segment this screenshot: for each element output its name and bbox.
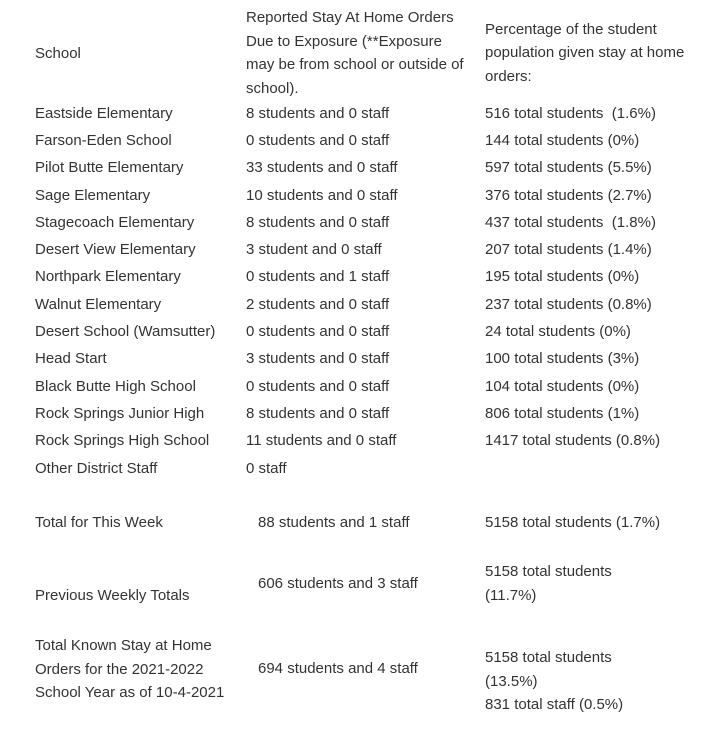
- table-row: [26, 264, 694, 291]
- year-total-percentage-line1: 5158 total students: [485, 649, 612, 667]
- reported-count: 8 students and 0 staff: [246, 404, 390, 422]
- reported-count: 10 students and 0 staff: [246, 186, 398, 204]
- percentage-value: 1417 total students (0.8%): [485, 432, 661, 450]
- percentage-value: 144 total students (0%): [485, 131, 640, 149]
- school-name: Rock Springs Junior High: [35, 404, 205, 422]
- header-reported: Reported Stay At Home Orders Due to Exposure (**Exposure may be from school or outside of school).: [246, 9, 464, 97]
- previous-totals-percentage: [476, 560, 694, 607]
- reported-count: 0 students and 0 staff: [246, 323, 390, 341]
- year-total-percentage-line3: 831 total staff (0.5%): [485, 696, 624, 714]
- year-total-reported: 694 students and 4 staff: [258, 660, 418, 678]
- header-percentage: Percentage of the student population given stay at home orders:: [485, 20, 685, 85]
- year-total-label-line1: Total Known Stay at Home: [35, 637, 212, 655]
- percentage-value: 597 total students (5.5%): [485, 159, 652, 177]
- spacer-row: [26, 482, 694, 509]
- table-row: [26, 127, 694, 154]
- reported-count: 2 students and 0 staff: [246, 295, 390, 313]
- table-row: [26, 455, 694, 482]
- reported-count: 0 students and 0 staff: [246, 131, 390, 149]
- total-this-week-reported: 88 students and 1 staff: [258, 513, 410, 531]
- percentage-value: 437 total students (1.8%): [485, 213, 656, 231]
- percentage-value: 376 total students (2.7%): [485, 186, 652, 204]
- reported-count: 0 staff: [246, 459, 287, 477]
- spacer-row: [26, 536, 694, 560]
- percentage-value: [476, 455, 694, 482]
- table-row: [26, 373, 694, 400]
- table-row: [26, 346, 694, 373]
- table-row: [26, 428, 694, 455]
- reported-count: 0 students and 1 staff: [246, 268, 390, 286]
- percentage-value: 195 total students (0%): [485, 268, 640, 286]
- school-name: Sage Elementary: [35, 186, 151, 204]
- school-name: Stagecoach Elementary: [35, 213, 195, 231]
- spacer-row: [26, 607, 694, 634]
- header-school: School: [35, 44, 81, 62]
- reported-count: 0 students and 0 staff: [246, 377, 390, 395]
- previous-totals-reported: 606 students and 3 staff: [258, 575, 418, 593]
- stay-at-home-orders-table: [26, 6, 694, 717]
- school-name: Walnut Elementary: [35, 295, 162, 313]
- table-row: [26, 100, 694, 127]
- school-name: Black Butte High School: [35, 377, 196, 395]
- previous-totals-percentage-line1: 5158 total students: [485, 563, 612, 581]
- year-total-row: [26, 634, 694, 717]
- reported-count: 33 students and 0 staff: [246, 159, 398, 177]
- percentage-value: 237 total students (0.8%): [485, 295, 652, 313]
- percentage-value: 100 total students (3%): [485, 350, 640, 368]
- year-total-label-line2: Orders for the 2021-2022: [35, 660, 204, 678]
- school-name: Pilot Butte Elementary: [35, 159, 184, 177]
- total-this-week-percentage: 5158 total students (1.7%): [485, 513, 661, 531]
- header-row: [26, 6, 694, 100]
- percentage-value: 516 total students (1.6%): [485, 104, 656, 122]
- school-name: Head Start: [35, 350, 107, 368]
- table-row: [26, 209, 694, 236]
- year-total-percentage-line2: (13.5%): [485, 672, 538, 690]
- reported-count: 3 student and 0 staff: [246, 241, 382, 259]
- school-name: Eastside Elementary: [35, 104, 173, 122]
- school-name: Northpark Elementary: [35, 268, 181, 286]
- previous-totals-label: Previous Weekly Totals: [35, 586, 190, 604]
- reported-count: 3 students and 0 staff: [246, 350, 390, 368]
- school-name: Farson-Eden School: [35, 131, 172, 149]
- table-row: [26, 236, 694, 263]
- school-name: Other District Staff: [35, 459, 158, 477]
- school-name: Desert View Elementary: [35, 241, 196, 259]
- reported-count: 8 students and 0 staff: [246, 213, 390, 231]
- percentage-value: 24 total students (0%): [485, 323, 631, 341]
- previous-totals-row: [26, 560, 694, 607]
- percentage-value: 207 total students (1.4%): [485, 241, 652, 259]
- table-row: [26, 318, 694, 345]
- school-name: Desert School (Wamsutter): [35, 323, 216, 341]
- table-row: [26, 400, 694, 427]
- percentage-value: 806 total students (1%): [485, 404, 640, 422]
- year-total-label-line3: School Year as of 10-4-2021: [35, 684, 225, 702]
- total-this-week-label: Total for This Week: [35, 513, 163, 531]
- table-row: [26, 291, 694, 318]
- table-row: [26, 182, 694, 209]
- year-total-percentage: [476, 634, 694, 717]
- table-row: [26, 155, 694, 182]
- percentage-value: 104 total students (0%): [485, 377, 640, 395]
- total-this-week-row: [26, 509, 694, 536]
- previous-totals-percentage-line2: (11.7%): [485, 586, 537, 604]
- year-total-label: [26, 634, 237, 717]
- reported-count: 8 students and 0 staff: [246, 104, 390, 122]
- school-name: Rock Springs High School: [35, 432, 210, 450]
- reported-count: 11 students and 0 staff: [246, 432, 397, 450]
